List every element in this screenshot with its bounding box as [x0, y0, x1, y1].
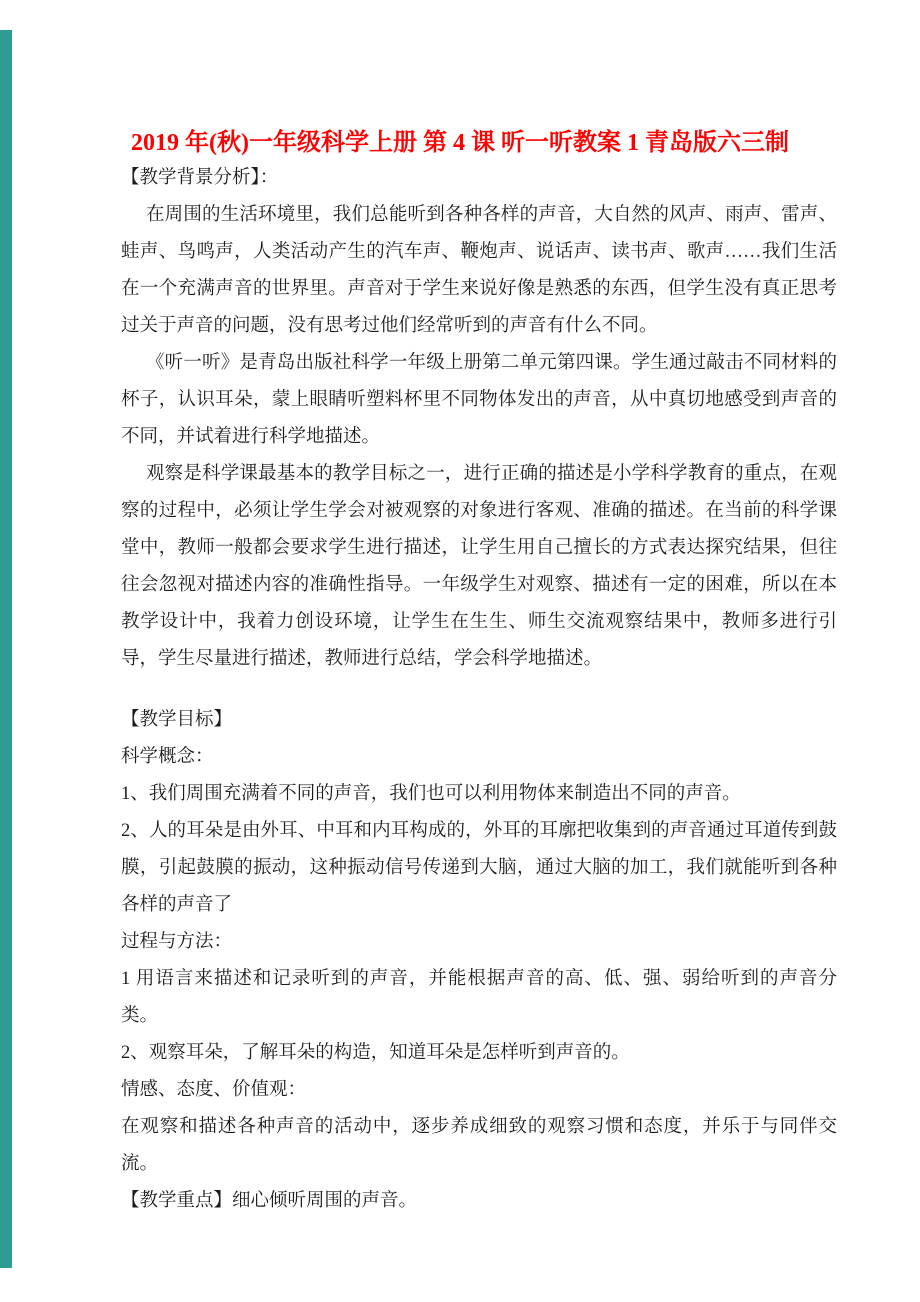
attitudes-values-label: 情感、态度、价值观：: [121, 1080, 307, 1100]
science-concept-item-1: 1、我们周围充满着不同的声音，我们也可以利用物体来制造出不同的声音。: [121, 784, 741, 804]
science-concept-item-2: 2、人的耳朵是由外耳、中耳和内耳构成的，外耳的耳廓把收集到的声音通过耳道传到鼓膜，引起鼓膜的振动，这种振动信号传递到大脑，通过大脑的加工，我们就能听到各种各样的声音了: [121, 821, 837, 915]
key-point-line: 【教学重点】细心倾听周围的声音。: [121, 1191, 418, 1211]
background-paragraph-1: 在周围的生活环境里，我们总能听到各种各样的声音，大自然的风声、雨声、雷声、蛙声、鸟鸣声，人类活动产生的汽车声、鞭炮声、说话声、读书声、歌声……我们生活在一个充满声音的世界里。声音对于学生来说好像是熟悉的东西，但学生没有真正思考过关于声音的问题，没有思考过他们经常听到的声音有什么不同。: [121, 205, 837, 336]
attitudes-values-text: 在观察和描述各种声音的活动中，逐步养成细致的观察习惯和态度，并乐于与同伴交流。: [121, 1117, 837, 1174]
teaching-objectives-heading: 【教学目标】: [121, 710, 233, 730]
page-edge-accent-bar: [0, 30, 12, 1268]
document-title: 2019 年(秋)一年级科学上册 第 4 课 听一听教案 1 青岛版六三制: [131, 130, 789, 157]
background-analysis-heading: 【教学背景分析】：: [121, 168, 279, 188]
background-paragraph-3: 观察是科学课最基本的教学目标之一，进行正确的描述是小学科学教育的重点，在观察的过程中，必须让学生学会对被观察的对象进行客观、准确的描述。在当前的科学课堂中，教师一般都会要求学生进行描述，让学生用自己擅长的方式表达探究结果，但往往会忽视对描述内容的准确性指导。一年级学生对观察、描述有一定的困难，所以在本教学设计中，我着力创设环境，让学生在生生、师生交流观察结果中，教师多进行引导，学生尽量进行描述，教师进行总结，学会科学地描述。: [121, 464, 837, 669]
process-methods-label: 过程与方法：: [121, 932, 233, 952]
process-method-item-2: 2、观察耳朵，了解耳朵的构造，知道耳朵是怎样听到声音的。: [121, 1043, 630, 1063]
background-paragraph-2: 《听一听》是青岛出版社科学一年级上册第二单元第四课。学生通过敲击不同材料的杯子，认识耳朵，蒙上眼睛听塑料杯里不同物体发出的声音，从中真切地感受到声音的不同，并试着进行科学地描述。: [121, 353, 837, 447]
process-method-item-1: 1 用语言来描述和记录听到的声音，并能根据声音的高、低、强、弱给听到的声音分类。: [121, 969, 837, 1026]
science-concepts-label: 科学概念：: [121, 747, 214, 767]
document-body: [121, 160, 837, 1220]
